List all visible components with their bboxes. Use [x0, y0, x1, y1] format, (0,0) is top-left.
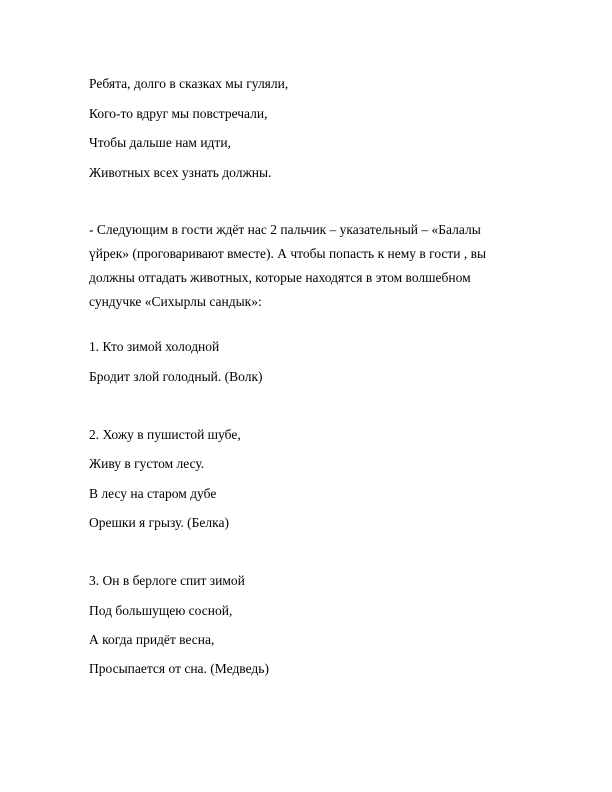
poem-intro-line-4: Животных всех узнать должны.	[89, 165, 272, 180]
riddle-2-line-1: 2. Хожу в пушистой шубе,	[89, 427, 241, 442]
riddle-3-line-4: Просыпается от сна. (Медведь)	[89, 661, 269, 676]
instruction-line-3: должны отгадать животных, которые находятся в этом волшебном	[89, 270, 471, 285]
instruction-line-2: үйрек» (проговаривают вместе). А чтобы попасть к нему в гости , вы	[89, 246, 487, 261]
riddle-1-line-2: Бродит злой голодный. (Волк)	[89, 369, 263, 384]
riddle-2-line-4: Орешки я грызу. (Белка)	[89, 515, 230, 530]
riddle-3-line-1: 3. Он в берлоге спит зимой	[89, 573, 245, 588]
poem-intro-line-2: Кого-то вдруг мы повстречали,	[89, 106, 268, 121]
instruction-line-4: сундучке «Сихырлы сандык»:	[89, 294, 262, 309]
poem-intro-line-3: Чтобы дальше нам идти,	[89, 135, 231, 150]
riddle-1-line-1: 1. Кто зимой холодной	[89, 339, 220, 354]
riddle-3-line-2: Под большущею сосной,	[89, 603, 233, 618]
riddle-3-line-3: А когда придёт весна,	[89, 632, 215, 647]
riddle-2-line-3: В лесу на старом дубе	[89, 486, 217, 501]
riddle-2-line-2: Живу в густом лесу.	[89, 456, 205, 471]
poem-intro-line-1: Ребята, долго в сказках мы гуляли,	[89, 76, 289, 91]
instruction-line-1: - Следующим в гости ждёт нас 2 пальчик – указательный – «Балалы	[89, 222, 481, 237]
